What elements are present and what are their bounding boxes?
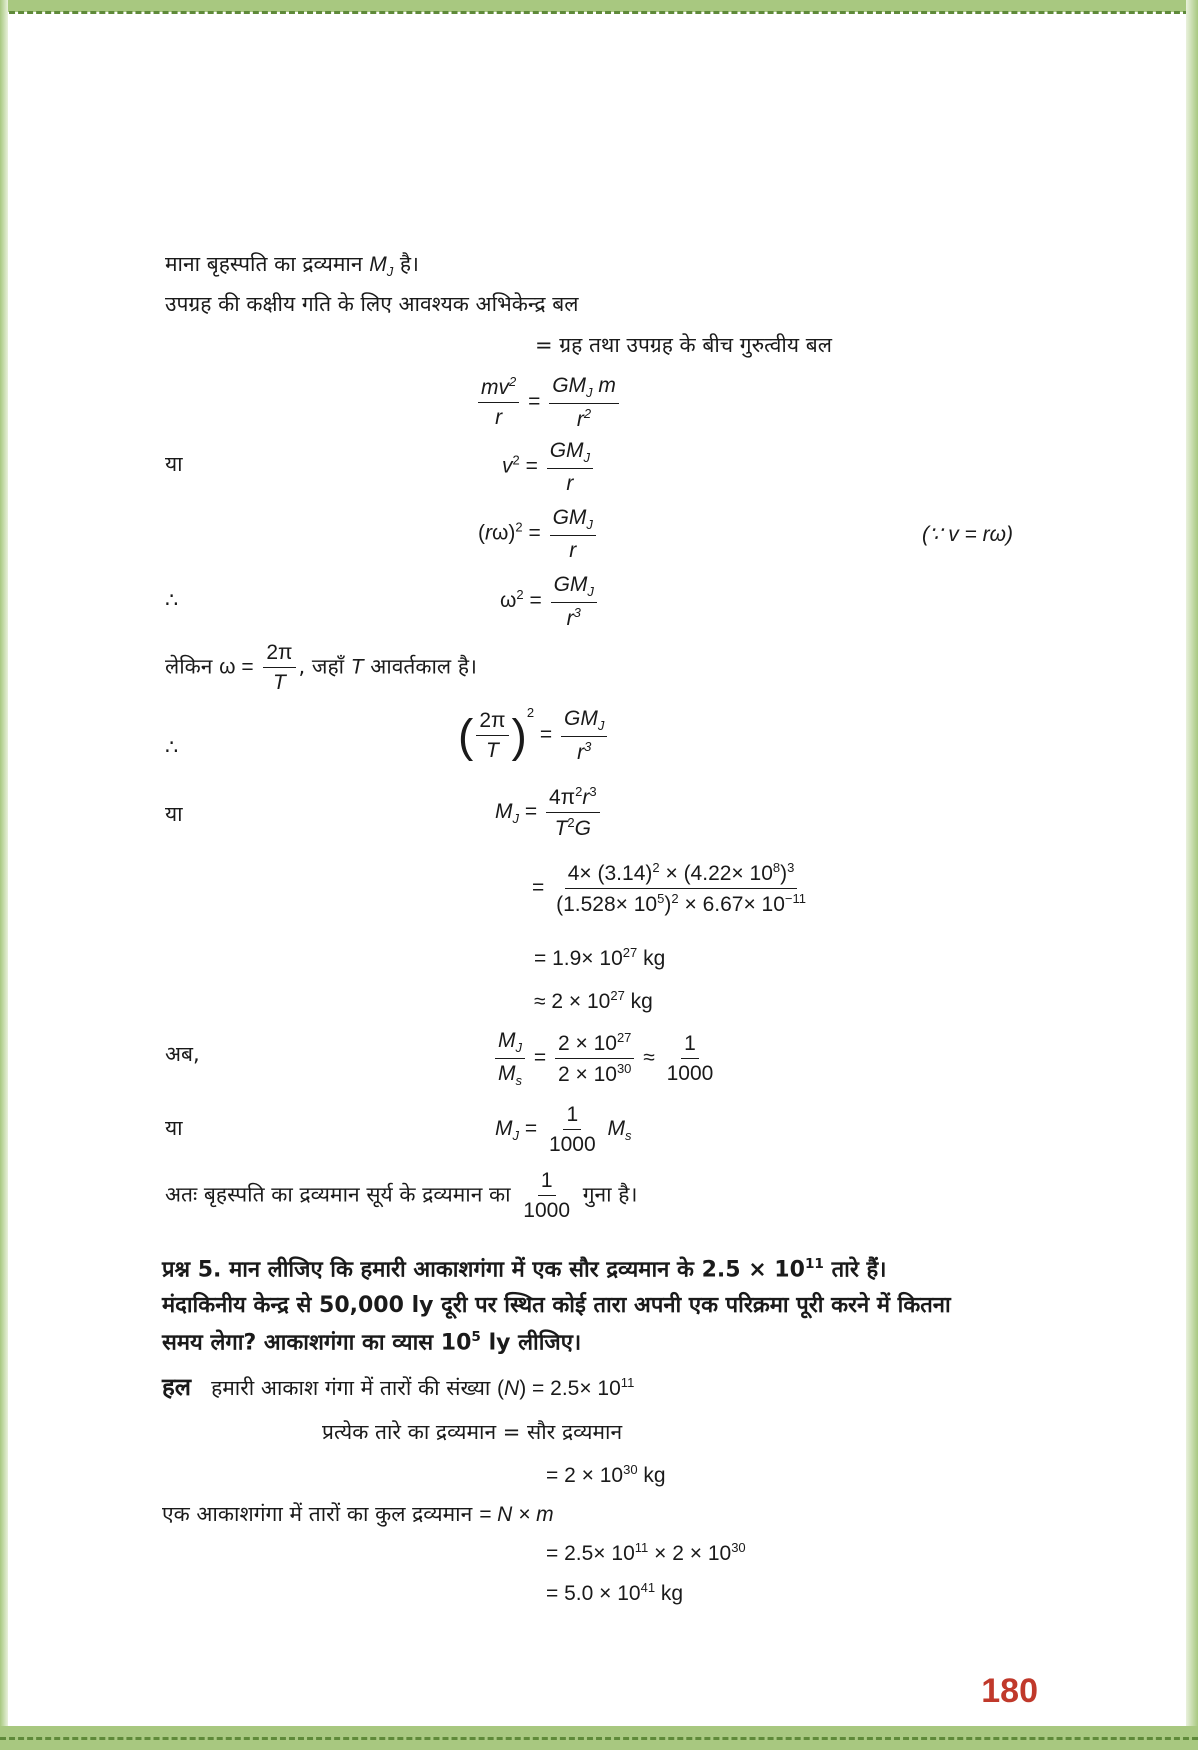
equation-6: $M_J$ = $\frac{4\pi^2r^3}{T^2G}$	[495, 784, 603, 841]
bottom-border-stitch	[0, 1737, 1198, 1740]
answer-line-3: = $2 \times 10^{30}$ kg	[546, 1462, 666, 1487]
intro-line-2: उपग्रह की कक्षीय गति के लिए आवश्यक अभिकेन्द्र बल	[165, 292, 579, 316]
equation-5: ( $\frac{2\pi}{T}$ )$^2$ = $\frac{GM_J}{r^3}$	[458, 705, 610, 765]
therefore-2: ∴	[165, 735, 179, 759]
omega-definition-line: लेकिन ω = $\frac{2\pi}{T}$ , जहाँ T आवर्तकाल है।	[165, 641, 477, 695]
answer-line-4: एक आकाशगंगा में तारों का कुल द्रव्यमान = N × m	[162, 1502, 554, 1526]
question-5-line-2: मंदाकिनीय केन्द्र से 50,000 ly दूरी पर स्थित कोई तारा अपनी एक परिक्रमा पूरी करने में कितना	[162, 1293, 951, 1318]
conclusion-line: अतः बृहस्पति का द्रव्यमान सूर्य के द्रव्यमान का $\frac{1}{1000}$ गुना है।	[165, 1169, 638, 1223]
label-ya-2: या	[165, 802, 183, 826]
top-border-stitch	[0, 11, 1198, 14]
answer-line-2: प्रत्येक तारे का द्रव्यमान = सौर द्रव्यमान	[322, 1420, 623, 1444]
result-line-2: ≈ $2 \times 10^{27}$ kg	[534, 988, 653, 1013]
equation-7: = $\frac{4\times (3.14)^2 \times (4.22\times 10^8)^3}{(1.528\times 10^5)^2 \times 6.67\times 10^{-11}}$	[532, 860, 807, 917]
right-border	[1186, 0, 1198, 1750]
intro-line-3: = ग्रह तथा उपग्रह के बीच गुरुत्वीय बल	[535, 333, 832, 357]
equation-3: $(r\omega)^2$ = $\frac{GM_J}{r}$	[478, 505, 599, 563]
question-5-line-1: प्रश्न 5. मान लीजिए कि हमारी आकाशगंगा में एक सौर द्रव्यमान के $2.5 \times 10^{11}$ तारे हैं।	[162, 1256, 887, 1283]
left-border	[0, 0, 8, 1750]
equation-2: $v^2$ = $\frac{GM_J}{r}$	[502, 438, 596, 496]
because-note: (∵ v = rω)	[922, 523, 1013, 546]
question-5-line-3: समय लेगा? आकाशगंगा का व्यास $10^5$ ly लीजिए।	[162, 1329, 582, 1356]
mass-relation-equation: $M_J$ = $\frac{1}{1000}$ $M_s$	[495, 1103, 632, 1157]
therefore-1: ∴	[165, 588, 179, 612]
question-label: प्रश्न 5.	[162, 1257, 222, 1283]
page-number: 180	[981, 1672, 1038, 1710]
equation-1: $\frac{mv^2}{r}$ = $\frac{GM_J m}{r^2}$	[475, 373, 622, 432]
answer-line-1: हल हमारी आकाश गंगा में तारों की संख्या $(N) = 2.5\times 10^{11}$	[162, 1373, 635, 1401]
label-ya-1: या	[165, 452, 183, 476]
result-line-1: = $1.9\times 10^{27}$ kg	[534, 945, 666, 970]
answer-label: हल	[162, 1373, 192, 1401]
answer-line-5: = $2.5\times 10^{11} \times 2 \times 10^{30}$	[546, 1540, 746, 1565]
ratio-equation: $\frac{M_J}{M_s}$ = $\frac{2 \times 10^{27}}{2 \times 10^{30}}$ ≈ $\frac{1}{1000}$	[492, 1028, 719, 1089]
mass-jupiter-symbol: $M_J$	[369, 253, 394, 280]
answer-line-6: = $5.0 \times 10^{41}$ kg	[546, 1580, 684, 1605]
equation-4: $\omega^2$ = $\frac{GM_J}{r^3}$	[500, 572, 600, 631]
intro-line-1: माना बृहस्पति का द्रव्यमान $M_J$ है।	[165, 252, 420, 280]
label-ya-3: या	[165, 1116, 183, 1140]
label-ab: अब,	[165, 1042, 200, 1066]
